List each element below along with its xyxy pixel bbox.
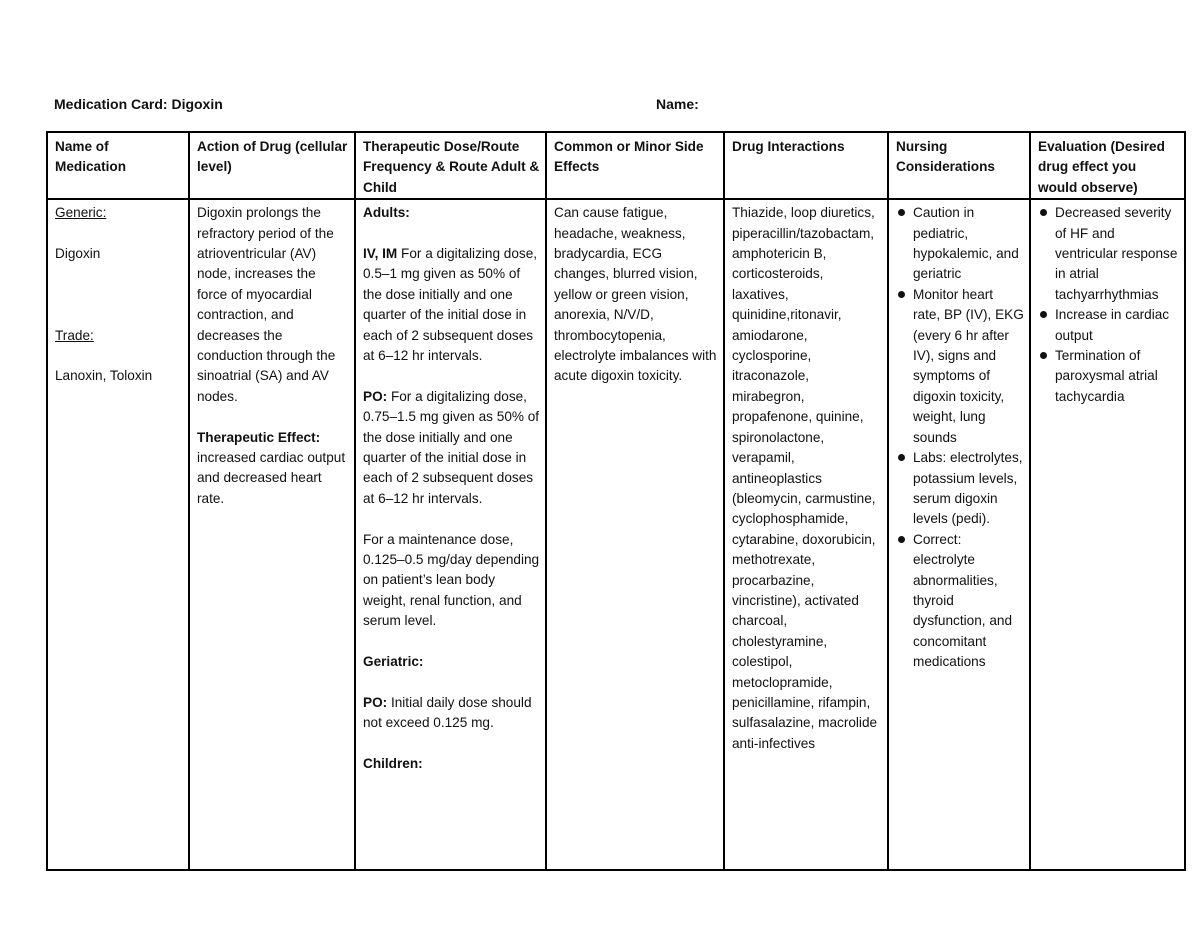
- therapeutic-effect-text: increased cardiac output and decreased heart rate.: [197, 450, 346, 506]
- trade-value: Lanoxin, Toloxin: [55, 368, 153, 384]
- bullet-icon: [1040, 352, 1047, 359]
- list-item: [896, 285, 1024, 448]
- evaluation-item-text: Decreased severity of HF and ventricular response in atrial tachyarrhythmias: [1055, 205, 1178, 302]
- column-header-nursing: Nursing Considerations: [888, 132, 1030, 199]
- dose-cell: [355, 199, 546, 870]
- bullet-icon: [898, 209, 905, 216]
- maintenance-dose-text: For a maintenance dose, 0.125–0.5 mg/day depending on patient’s lean body weight, renal function, and serum level.: [363, 531, 540, 629]
- column-header-action: Action of Drug (cellular level): [189, 132, 355, 199]
- nursing-item-text: Labs: electrolytes, potassium levels, serum digoxin levels (pedi).: [913, 450, 1023, 527]
- action-cell: [189, 199, 355, 870]
- evaluation-item-text: Termination of paroxysmal atrial tachycardia: [1055, 348, 1158, 404]
- bullet-icon: [898, 536, 905, 543]
- iv-dose-text: For a digitalizing dose, 0.5–1 mg given as 50% of the dose initially and one quarter of the initial dose in each of 2 subsequent doses at 6–12 hr intervals.: [363, 246, 538, 364]
- evaluation-item-text: Increase in cardiac output: [1055, 307, 1170, 343]
- evaluation-list: [1038, 203, 1179, 407]
- po-label: PO:: [363, 388, 388, 404]
- geriatric-po-paragraph: [363, 693, 540, 734]
- interactions-text: Thiazide, loop diuretics, piperacillin/tazobactam, amphotericin B, corticosteroids, laxatives, quinidine,ritonavir, amiodarone, cyclosporine, itraconazole, mirabegron, propafenone, quinine, spironolactone, verapamil, antineoplastics (bleomycin, carmustine, cyclophosphamide, cytarabine, doxorubicin, methotrexate, procarbazine, vincristine), activated charcoal, cholestyramine, colestipol, metoclopramide, penicillamine, rifampin, sulfasalazine, macrolide anti-infectives: [732, 205, 878, 751]
- po-dose-paragraph: [363, 387, 540, 509]
- geriatric-label: Geriatric:: [363, 654, 424, 670]
- nursing-item-text: Correct: electrolyte abnormalities, thyroid dysfunction, and concomitant medications: [913, 531, 1012, 670]
- adults-label: Adults:: [363, 205, 410, 221]
- column-header-dose: Therapeutic Dose/Route Frequency & Route Adult & Child: [355, 132, 546, 199]
- nursing-item-text: Caution in pediatric, hypokalemic, and geriatric: [913, 205, 1019, 282]
- children-label: Children:: [363, 756, 423, 772]
- list-item: [1038, 305, 1179, 346]
- bullet-icon: [1040, 311, 1047, 318]
- column-header-evaluation: Evaluation (Desired drug effect you would observe): [1030, 132, 1185, 199]
- evaluation-cell: [1030, 199, 1185, 870]
- po-dose-text: For a digitalizing dose, 0.75–1.5 mg given as 50% of the dose initially and one quarter of the initial dose in each of 2 subsequent doses at 6–12 hr intervals.: [363, 388, 540, 506]
- iv-dose-paragraph: [363, 244, 540, 366]
- name-cell: [47, 199, 189, 870]
- side-effects-text: Can cause fatigue, headache, weakness, bradycardia, ECG changes, blurred vision, yellow or green vision, anorexia, N/V/D, thrombocytopenia, electrolyte imbalances with acute digoxin toxicity.: [554, 205, 717, 384]
- geriatric-po-label: PO:: [363, 694, 388, 710]
- name-label: Name:: [656, 96, 699, 112]
- bullet-icon: [1040, 209, 1047, 216]
- trade-label: Trade:: [55, 327, 94, 343]
- nursing-cell: [888, 199, 1030, 870]
- bullet-icon: [898, 291, 905, 298]
- list-item: [896, 203, 1024, 285]
- interactions-cell: [724, 199, 888, 870]
- bullet-icon: [898, 454, 905, 461]
- column-header-side-effects: Common or Minor Side Effects: [546, 132, 724, 199]
- action-text: Digoxin prolongs the refractory period of the atrioventricular (AV) node, increases the force of myocardial contraction, and decreases the conduction through the sinoatrial (SA) and AV nodes.: [197, 205, 336, 404]
- generic-value: Digoxin: [55, 246, 101, 262]
- geriatric-po-text: Initial daily dose should not exceed 0.125 mg.: [363, 694, 532, 731]
- therapeutic-effect-label: Therapeutic Effect:: [197, 429, 321, 445]
- nursing-list: [896, 203, 1024, 672]
- list-item: [1038, 346, 1179, 407]
- column-header-interactions: Drug Interactions: [724, 132, 888, 199]
- column-header-name: Name of Medication: [47, 132, 189, 199]
- header-row: [47, 132, 1185, 199]
- list-item: [896, 530, 1024, 673]
- table-row: [47, 199, 1185, 870]
- side-effects-cell: [546, 199, 724, 870]
- list-item: [896, 448, 1024, 530]
- nursing-item-text: Monitor heart rate, BP (IV), EKG (every 6 hr after IV), signs and symptoms of digoxin toxicity, weight, lung sounds: [913, 286, 1024, 445]
- page-title: Medication Card: Digoxin: [54, 96, 223, 112]
- generic-label: Generic:: [55, 205, 107, 221]
- medication-card-table: [46, 131, 1186, 871]
- list-item: [1038, 203, 1179, 305]
- iv-im-label: IV, IM: [363, 246, 398, 262]
